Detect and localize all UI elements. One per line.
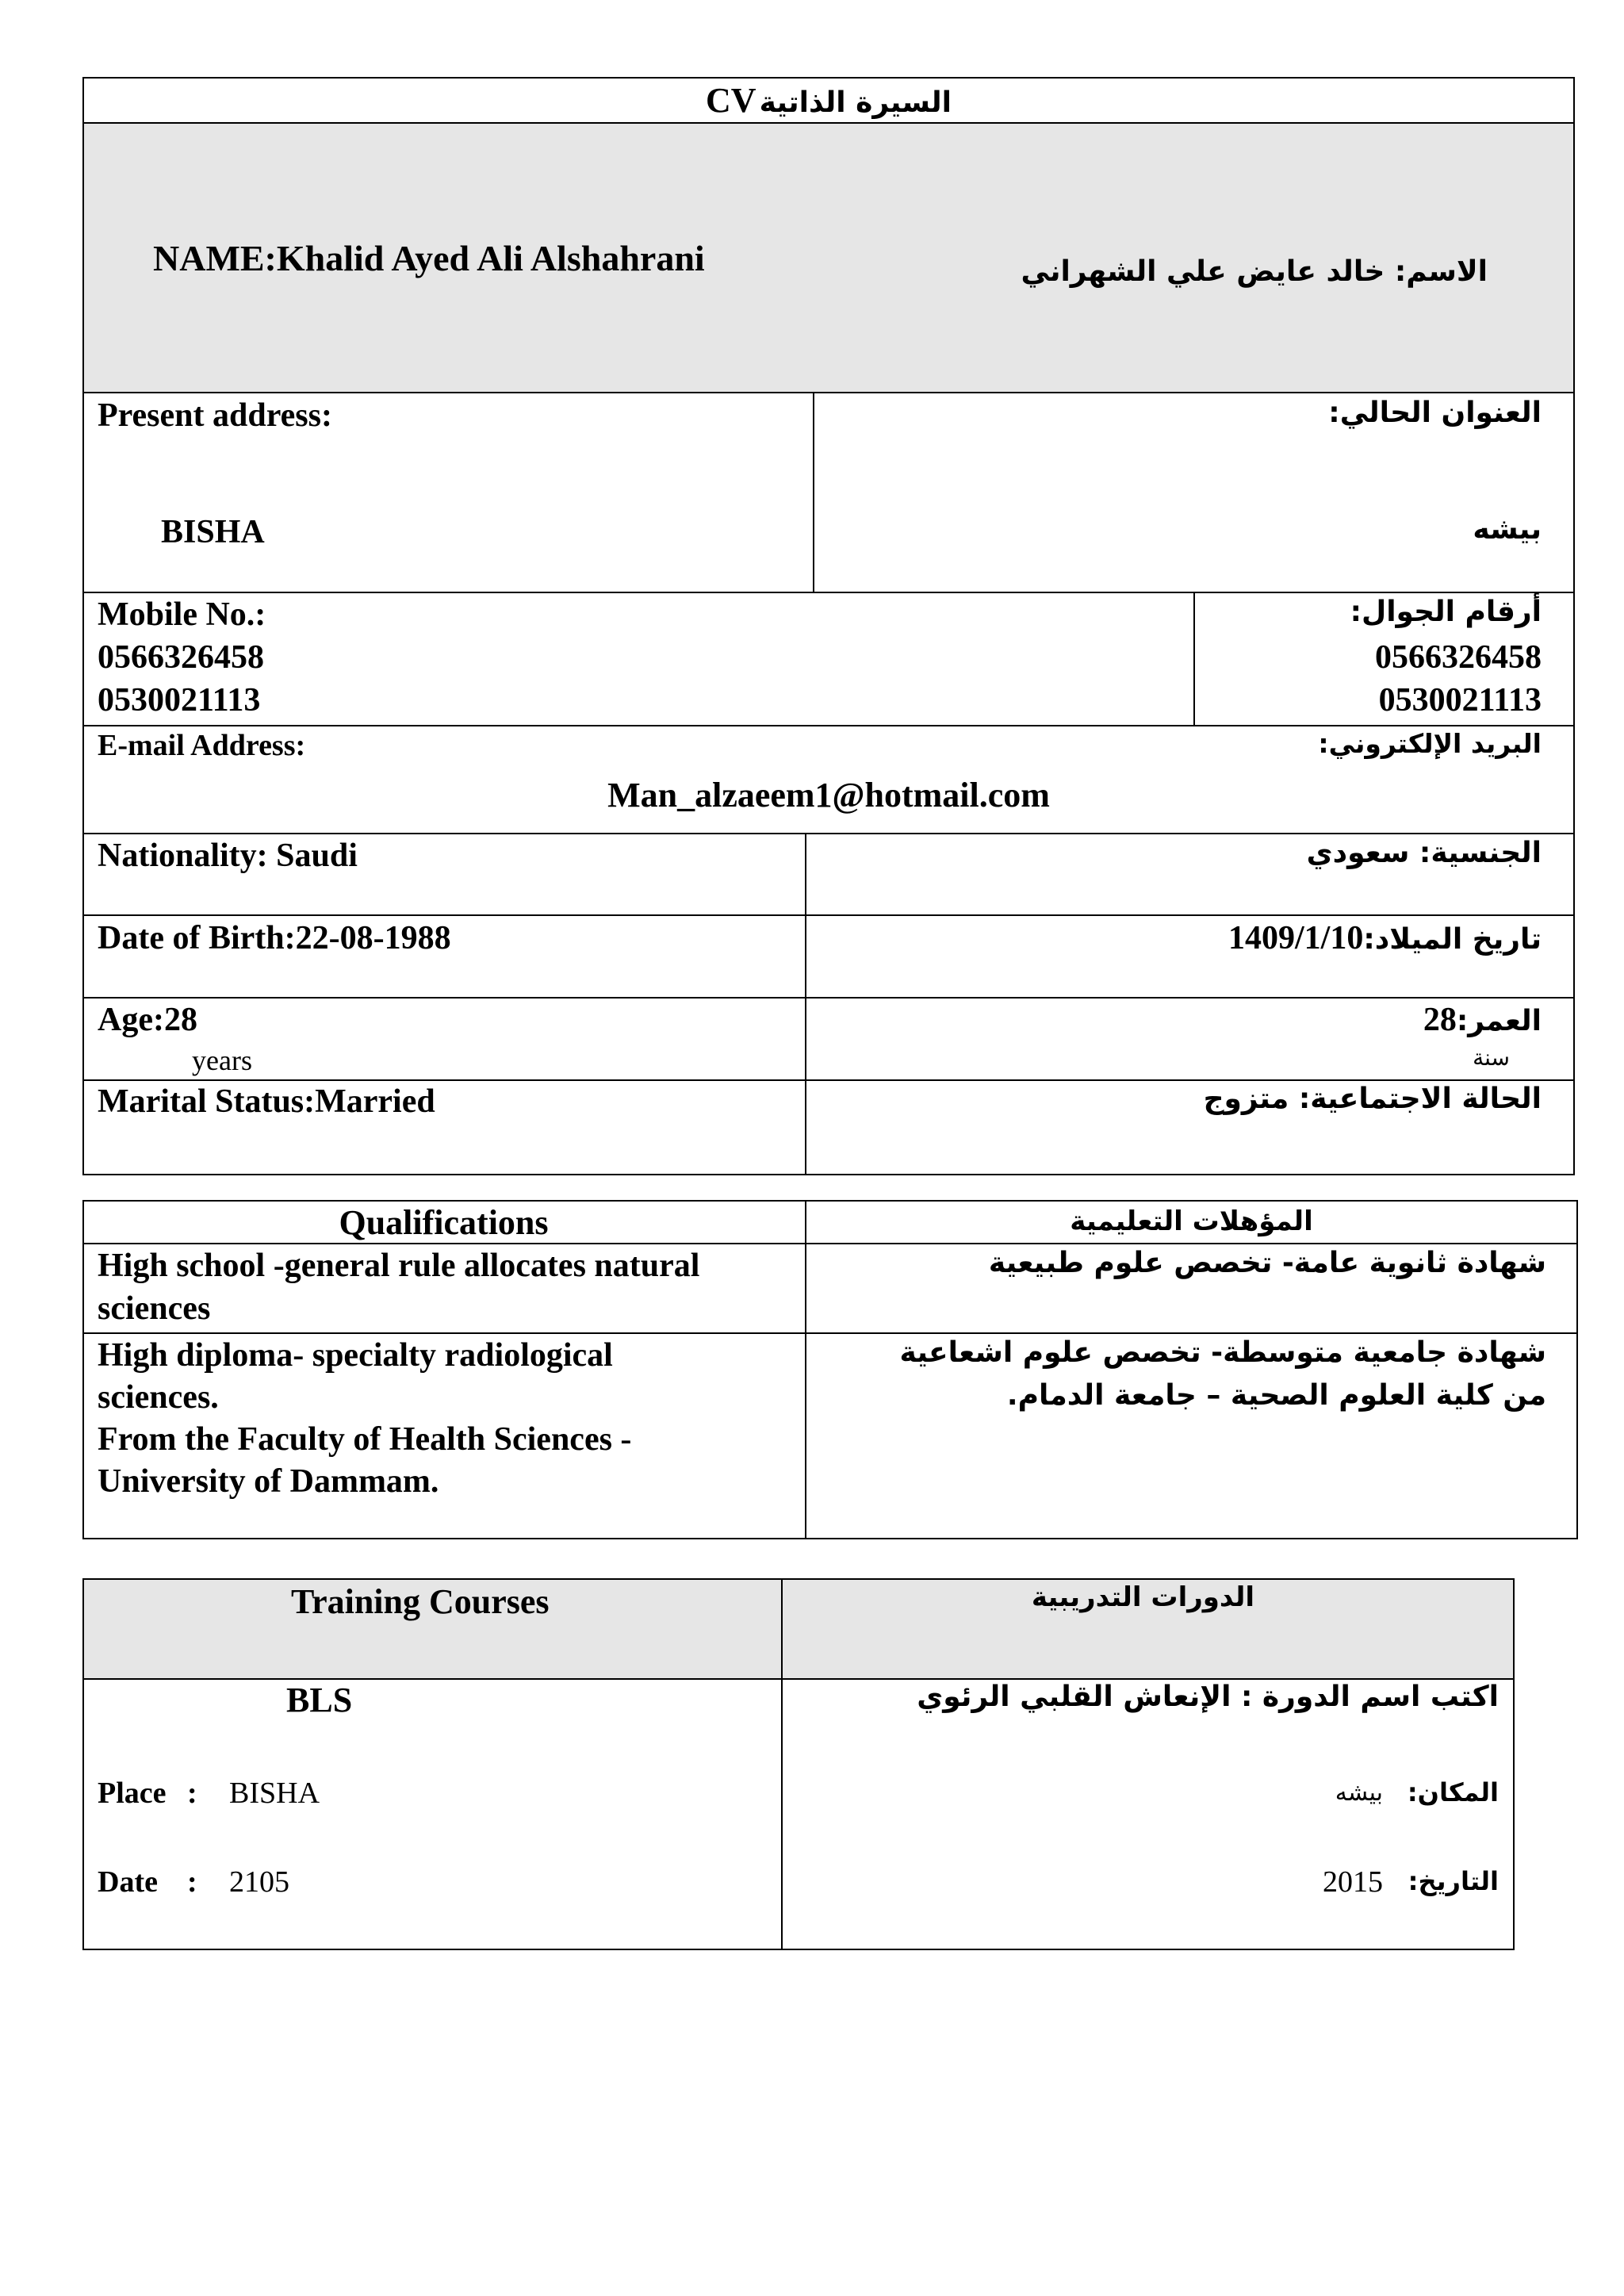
mobile-number-ar-1: 0566326458 (1375, 639, 1542, 676)
qualifications-header-en-text: Qualifications (339, 1203, 549, 1242)
course-name-ar: اكتب اسم الدورة : الإنعاش القلبي الرئوي (917, 1681, 1499, 1713)
qualifications-header-ar-text: المؤهلات التعليمية (1070, 1205, 1313, 1237)
divider (82, 1332, 1578, 1334)
divider (82, 725, 1575, 726)
email-label-en: E-mail Address: (98, 729, 306, 762)
divider (82, 914, 1575, 916)
divider (805, 1200, 806, 1539)
age-unit-en: years (192, 1045, 252, 1076)
place-label-ar: المكان: (1407, 1777, 1499, 1807)
qual-2-ar-line-2: من كلية العلوم الصحية – جامعة الدمام. (1006, 1379, 1546, 1412)
qual-2-en-line-3: From the Faculty of Health Sciences - (98, 1421, 632, 1458)
dob-label-ar: تاريخ الميلاد: (1363, 923, 1542, 956)
email-label-ar: البريد الإلكتروني: (1318, 728, 1542, 759)
address-label-en: Present address: (98, 397, 332, 434)
nationality-ar: الجنسية: سعودي (1306, 837, 1542, 869)
nationality-en: Nationality: Saudi (98, 838, 358, 874)
course-name-en: BLS (286, 1681, 353, 1719)
qual-2-ar-line-1: شهادة جامعية متوسطة- تخصص علوم اشعاعية (899, 1336, 1546, 1369)
age-ar (1423, 1001, 1542, 1039)
age-en: Age:28 (98, 1002, 197, 1038)
divider (813, 392, 814, 592)
mobile-label-ar: أرقام الجوال: (1350, 596, 1542, 628)
qual-2-en-line-4: University of Dammam. (98, 1463, 439, 1500)
date-value-en: 2105 (229, 1865, 289, 1899)
address-label-ar: العنوان الحالي: (1328, 397, 1542, 429)
place-colon-en: : (187, 1777, 197, 1810)
divider (82, 1079, 1575, 1081)
dob-value-ar: 1409/1/10 (1228, 920, 1364, 956)
divider (82, 833, 1575, 834)
name-en: NAME:Khalid Ayed Ali Alshahrani (153, 238, 705, 278)
date-label-en: Date (98, 1865, 158, 1899)
address-value-en: BISHA (161, 514, 265, 550)
address-value-ar: بيشه (1473, 513, 1542, 546)
mobile-label-en: Mobile No.: (98, 596, 266, 633)
date-colon-en: : (187, 1865, 197, 1899)
divider (1193, 592, 1195, 725)
qualifications-header-ar (805, 1200, 1578, 1243)
mobile-number-ar-2: 0530021113 (1378, 682, 1542, 719)
email-link[interactable]: Man_alzaeem1@hotmail.com (607, 776, 1050, 815)
divider (82, 997, 1575, 999)
divider (82, 1243, 1578, 1244)
qualifications-header-en (82, 1200, 805, 1243)
place-label-en: Place (98, 1777, 167, 1810)
cv-title-ar: السيرة الذاتية (759, 86, 952, 119)
divider (781, 1578, 783, 1950)
qual-1-en-line-1: High school -general rule allocates natural (98, 1248, 700, 1284)
divider (82, 1678, 1515, 1680)
place-value-ar: بيشه (1335, 1779, 1383, 1807)
qual-1-ar-line-1: شهادة ثانوية عامة- تخصص علوم طبيعية (988, 1247, 1546, 1279)
age-value-ar: 28 (1423, 1002, 1457, 1038)
qual-1-en-line-2: sciences (98, 1290, 211, 1327)
cv-title (82, 79, 1575, 122)
dob-ar (1228, 919, 1542, 957)
divider (805, 833, 806, 1175)
age-unit-ar: سنة (1473, 1045, 1510, 1071)
training-header-ar: الدورات التدريبية (1031, 1581, 1254, 1613)
marital-ar: الحالة الاجتماعية: متزوج (1203, 1083, 1542, 1115)
qual-2-en-line-2: sciences. (98, 1379, 219, 1416)
cv-title-en: CV (706, 81, 756, 120)
date-label-ar: التاريخ: (1408, 1866, 1499, 1896)
dob-en: Date of Birth:22-08-1988 (98, 920, 451, 956)
email-value[interactable] (82, 776, 1575, 816)
mobile-number-en-2: 0530021113 (98, 682, 261, 719)
mobile-number-en-1: 0566326458 (98, 639, 264, 676)
divider (82, 592, 1575, 593)
divider (82, 392, 1575, 393)
place-value-en: BISHA (229, 1777, 320, 1810)
date-value-ar: 2015 (1323, 1865, 1383, 1899)
age-label-ar: العمر: (1456, 1005, 1542, 1037)
training-header-en: Training Courses (291, 1582, 550, 1621)
name-ar: الاسم: خالد عايض علي الشهراني (1021, 255, 1488, 288)
qual-2-en-line-1: High diploma- specialty radiological (98, 1337, 613, 1374)
marital-en: Marital Status:Married (98, 1083, 435, 1120)
